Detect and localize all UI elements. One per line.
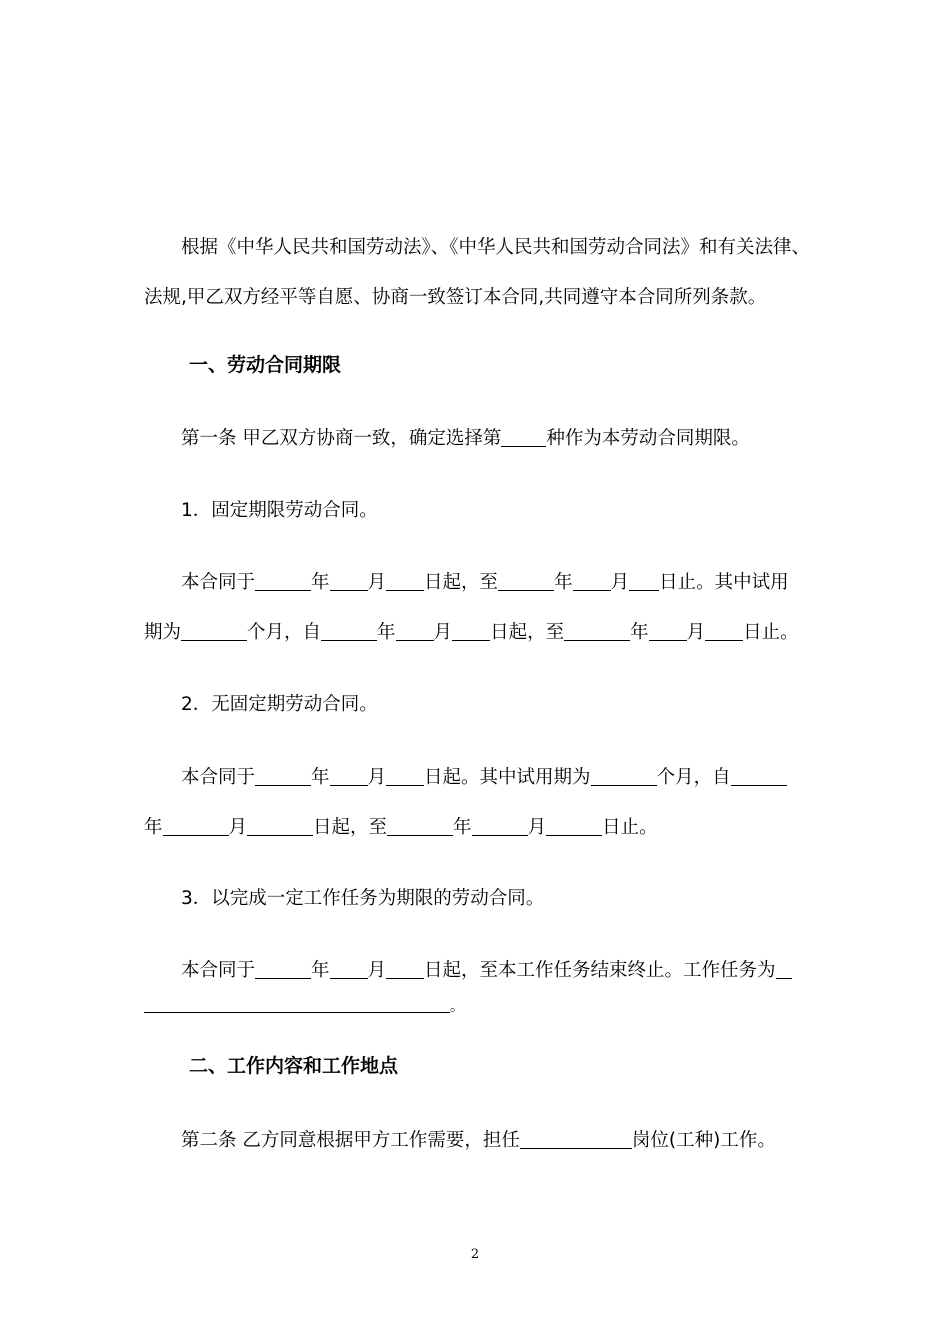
text: 年	[311, 767, 330, 788]
text: 日起。其中试用期为	[424, 767, 591, 788]
text: 月	[527, 817, 547, 838]
blank-field	[472, 815, 528, 836]
blank-field	[452, 620, 490, 641]
blank-field	[255, 570, 311, 591]
text: 日止。	[602, 817, 658, 838]
text: 日起，至本工作任务结束终止。工作任务为	[424, 960, 776, 981]
blank-field	[255, 765, 311, 786]
text: 年	[554, 572, 573, 593]
blank-field	[520, 1128, 632, 1149]
option-1-title: 1．固定期限劳动合同。	[181, 500, 378, 521]
text: 年	[377, 622, 396, 643]
blank-field	[255, 958, 311, 979]
blank-field	[330, 570, 368, 591]
text: 月	[367, 767, 387, 788]
blank-field	[144, 996, 450, 1013]
blank-field	[247, 815, 313, 836]
text: 期为	[144, 622, 182, 643]
blank-field	[649, 620, 687, 641]
text: 月	[228, 817, 248, 838]
blank-field	[564, 620, 630, 641]
text: 年	[311, 960, 330, 981]
article-1	[181, 426, 750, 452]
blank-field	[163, 815, 229, 836]
option-2-line-2	[144, 815, 658, 841]
blank-field	[705, 620, 743, 641]
section-2-heading: 二、工作内容和工作地点	[189, 1055, 399, 1077]
blank-field	[396, 620, 434, 641]
text: 月	[686, 622, 706, 643]
text: 。	[450, 999, 464, 1015]
blank-field	[386, 570, 424, 591]
blank-field	[776, 958, 792, 979]
blank-field	[629, 570, 659, 591]
text: 本合同于	[181, 960, 256, 981]
blank-field	[573, 570, 611, 591]
text: 日止。其中试用	[659, 572, 789, 593]
text: 月	[610, 572, 630, 593]
text: 年	[311, 572, 330, 593]
blank-field	[591, 765, 657, 786]
option-3-title: 3．以完成一定工作任务为期限的劳动合同。	[181, 888, 545, 909]
option-2-line-1	[181, 765, 787, 791]
blank-field	[330, 958, 368, 979]
blank-field	[386, 958, 424, 979]
article-1-text-b: 种作为本劳动合同期限。	[546, 428, 750, 449]
text: 本合同于	[181, 572, 256, 593]
article-2-text-a: 第二条 乙方同意根据甲方工作需要，担任	[181, 1130, 520, 1151]
text: 个月，自	[656, 767, 731, 788]
article-2-text-b: 岗位(工种)工作。	[631, 1130, 776, 1151]
text: 日止。	[743, 622, 799, 643]
option-1-line-1	[181, 570, 789, 596]
article-2	[181, 1128, 776, 1154]
text: 年	[453, 817, 472, 838]
option-1-line-2	[144, 620, 799, 646]
text: 本合同于	[181, 767, 256, 788]
blank-field	[501, 426, 546, 447]
text: 月	[433, 622, 453, 643]
article-1-text-a: 第一条 甲乙双方协商一致，确定选择第	[181, 428, 502, 449]
text: 个月，自	[247, 622, 322, 643]
blank-field	[731, 765, 787, 786]
blank-field	[181, 620, 247, 641]
option-3-line-2	[144, 996, 464, 1017]
text: 月	[367, 572, 387, 593]
text: 日起，至	[424, 572, 499, 593]
text: 月	[367, 960, 387, 981]
text: 日起，至	[313, 817, 388, 838]
intro-line-1: 根据《中华人民共和国劳动法》、《中华人民共和国劳动合同法》和有关法律、	[181, 237, 811, 258]
text: 年	[630, 622, 649, 643]
blank-field	[321, 620, 377, 641]
section-1-heading: 一、劳动合同期限	[189, 354, 342, 376]
blank-field	[330, 765, 368, 786]
blank-field	[498, 570, 554, 591]
page-number: 2	[470, 1247, 480, 1262]
option-3-line-1	[181, 958, 792, 984]
intro-line-2: 法规,甲乙双方经平等自愿、协商一致签订本合同,共同遵守本合同所列条款。	[144, 287, 767, 308]
text: 日起，至	[490, 622, 565, 643]
blank-field	[387, 815, 453, 836]
option-2-title: 2．无固定期劳动合同。	[181, 694, 378, 715]
blank-field	[386, 765, 424, 786]
text: 年	[144, 817, 163, 838]
blank-field	[546, 815, 602, 836]
